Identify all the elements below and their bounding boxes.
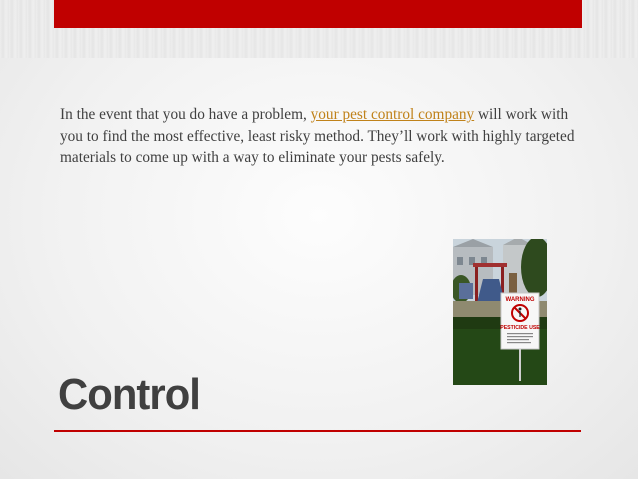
pest-control-company-link[interactable]: your pest control company [310,106,475,123]
title-underline [54,430,581,432]
body-paragraph [60,104,580,169]
pesticide-warning-photo [453,239,547,385]
photo-illustration [453,239,547,385]
slide-title: Control [58,370,200,419]
paragraph-text-start: In the event that you do have a problem, [60,106,311,123]
sign-pesticide-text: PESTICIDE USE [500,325,540,331]
header-accent-bar [54,0,582,28]
sign-warning-text: WARNING [505,297,535,303]
paragraph-text-end: will work with you to find the most effective, least risky method. They’ll work with highly targeted materials to come up with a way to eliminate your pests safely. [60,106,575,166]
